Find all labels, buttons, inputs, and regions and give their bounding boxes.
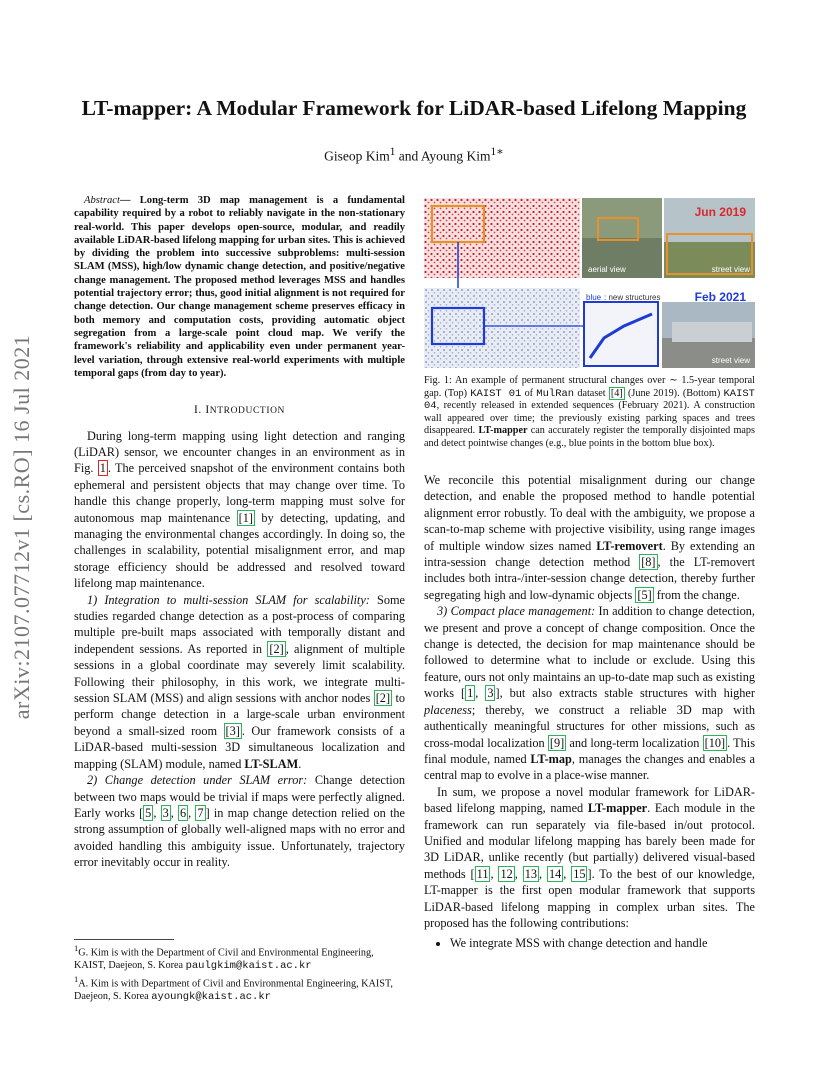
citation-link[interactable]: 13 — [524, 866, 537, 881]
citation-link[interactable]: 5 — [145, 805, 152, 820]
footnote-1: $^1$G. Kim is with the Department of Civil and Environmental Engineering, KAIST, Daejeon, S. Korea paulgkim@kaist.ac.kr — [74, 943, 374, 972]
figure-1 — [424, 198, 755, 368]
section-head-initial: I — [205, 404, 210, 417]
citation-link[interactable]: [4] — [610, 387, 623, 399]
citation-link[interactable]: [9] — [549, 735, 565, 750]
arxiv-identifier: arXiv:2107.07712v1 [cs.RO] 16 Jul 2021 — [9, 334, 34, 720]
citation-link[interactable]: [8] — [641, 555, 656, 570]
author-2: Ayoung Kim — [420, 148, 491, 164]
citation-link[interactable]: 14 — [548, 866, 562, 881]
paper-title: LT-mapper: A Modular Framework for LiDAR-based Lifelong Mapping — [81, 96, 747, 120]
point-cloud-2019 — [424, 198, 580, 278]
author-2-affiliation: 1∗ — [490, 146, 504, 158]
point-cloud-2021 — [424, 288, 580, 368]
subsection-heading: 1) Integration to multi-session SLAM for scalability: — [87, 592, 370, 607]
footnotes — [74, 939, 405, 1003]
citation-link[interactable]: 7 — [197, 805, 204, 820]
contribution-item: • We integrate MSS with change detection and handle — [450, 935, 755, 951]
figure-caption: Fig. 1: An example of permanent structural changes over ∼ 1.5-year temporal gap. (Top) KAIST 01 of MulRan dataset [4] (June 2019). (Bottom) KAIST 04, recently released in extended sequences (February 2021). A construction wall appeared over time; the previously existing parking spaces and trees disappeared. LT-mapper can accurately register the temporally disjointed maps and detect pointwise changes (e.g., blue points in the bottom blue box). — [424, 375, 755, 449]
citation-link[interactable]: [5] — [637, 587, 652, 602]
abstract-text: — Long-term 3D map management is a fundamental capability required by a robot to reliably navigate in the non-stationary real-world. This paper develops open-source, modular, and readily available LiDAR-based lifelong mapping for urban sites. This is achieved by dividing the problem into successive subproblems: multi-session SLAM (MSS), high/low dynamic change detection, and positive/negative change management. The proposed method leverages MSS and handles potential trajectory error; thus, good initial alignment is not required for change detection. Our change management scheme preserves efficacy in both memory and computation costs, providing automatic object segregation from a large-scale point cloud map. We verify the framework's reliability and applicability even under permanent year-level variation, through extensive real-world experiments with multiple temporal gaps (from day to year). — [74, 195, 405, 379]
citation-link[interactable]: [10] — [704, 735, 726, 750]
author-1-affiliation: 1 — [389, 146, 396, 158]
right-paragraph-3: In sum, we propose a novel modular framework for LiDAR-based lifelong mapping, named LT-mapper. Each module in the framework can run separately via file-based in/out protocol. Unified and modular lifelong mapping has barely been made for 3D LiDAR, unlike recently (but partially) delivered visual-based methods [ 11 , 12 , 13 , 14 , 15 ]. To the best of our knowledge, LT-mapper is the first open modular framework that supports LiDAR-based lifelong mapping in complex urban sites. The proposed has the following contributions: — [424, 784, 755, 930]
date-label-2021: Feb 2021 — [694, 290, 746, 304]
module-name: LT-SLAM — [244, 756, 299, 771]
sequence-name: KAIST 01 — [470, 387, 522, 400]
citation-link[interactable]: [2] — [269, 641, 284, 656]
section-head-rest: NTRODUCTION — [209, 406, 286, 417]
legend-blue: blue — [586, 293, 602, 302]
citation-link[interactable]: [2] — [375, 691, 391, 706]
framework-name: LT-mapper — [478, 425, 528, 436]
footnote-rule — [74, 939, 174, 940]
module-name: LT-map — [530, 751, 572, 766]
module-name: LT-removert — [596, 538, 663, 553]
intro-paragraph-3: 2) Change detection under SLAM error: Change detection between two maps would be trivial if maps were perfectly aligned. Early works [ 5 , 3 , 6 , 7 ] in map change detection relied on the strong assumption of globally well-aligned maps with no error and avoided handling this ambiguity issue. Unfortunately, trajectory error inevitably occur in reality. — [74, 773, 405, 870]
sequence-name: KAIST 04 — [424, 387, 755, 412]
citation-link[interactable]: 12 — [500, 866, 513, 881]
citation-link[interactable]: 15 — [573, 866, 586, 881]
zoomed-change-box — [584, 302, 658, 366]
right-column — [424, 472, 755, 952]
author-line — [0, 145, 828, 165]
left-column — [74, 194, 405, 871]
street-view-label-bottom: street view — [711, 356, 750, 365]
date-label-2019: Jun 2019 — [694, 205, 746, 219]
email-link[interactable]: ayoungk@kaist.ac.kr — [151, 990, 271, 1003]
abstract-label: Abstract — [84, 195, 120, 206]
footnote-2: $^1$A. Kim is with Department of Civil and Environmental Engineering, KAIST, Daejeon, S. Korea ayoungk@kaist.ac.kr — [74, 973, 393, 1003]
citation-link[interactable]: 3 — [487, 686, 494, 701]
citation-link[interactable]: 3 — [162, 805, 169, 820]
email-link[interactable]: paulgkim@kaist.ac.kr — [185, 959, 312, 972]
intro-paragraph-2: 1) Integration to multi-session SLAM for scalability: Some studies regarded change detection as a post-process of comparing multiple pre-built maps associated with temporally distant and independent sessions. As reported in [2] , alignment of multiple sessions in a global coordinate may severely limit scalability. Following their philosophy, in this work, we integrate multi-session SLAM (MSS) and align sessions with anchor nodes [2] to perform change detection in a large-scale urban environment beyond a small-sized room [3] . Our framework consists of a LiDAR-based multi-session 3D simultaneous localization and mapping (SLAM) module, named LT-SLAM. — [74, 592, 406, 771]
street-view-label-top: street view — [711, 265, 750, 274]
citation-link[interactable]: 1 — [467, 686, 474, 701]
right-paragraph-2: 3) Compact place management: In addition to change detection, we present and prove a concept of change composition. Once the change is detected, the decision for map maintenance should be followed to determine what to include or exclude. Using this feature, ours not only maintains an up-to-date map such as existing works [ 1 , 3 ], but also extracts stable structures with higher placeness; thereby, we construct a reliable 3D map with authentically meaningful structures for other missions, such as cross-modal localization [9] and long-term localization [10] . This final module, named LT-map, manages the changes and enables a central map to evolve in a place-wise manner. — [424, 604, 756, 783]
section-heading-introduction — [74, 402, 405, 419]
section-number: I. — [193, 404, 206, 417]
subsection-heading: 2) Change detection under SLAM error: — [87, 773, 308, 788]
right-paragraph-1: We reconcile this potential misalignment during our change detection, and enable the proposed method to handle potential alignment error robustly. To deal with the ambiguity, we propose a scan-to-map scheme with projective visibility, using range images of multiple window sizes named LT-removert. By extending an intra-session change detection method [8] , the LT-removert includes both intra-/inter-session change detection, thereby further segregating high and low-dynamic objects [5] from the change. — [424, 473, 755, 602]
citation-link[interactable]: [3] — [225, 723, 240, 738]
framework-name: LT-mapper — [587, 801, 648, 816]
intro-paragraph-1: During long-term mapping using light detection and ranging (LiDAR) sensor, we encounter changes in an environment as in Fig. 1 . The perceived snapshot of the environment contains both ephemeral and persistent objects that may change over time. To handle this change properly, long-term mapping must solve for autonomous map maintenance [1] by detecting, updating, and managing the environmental changes accordingly. In doing so, the challenges in scalability, potential misalignment error, and map storage efficiency should be addressed and resolved toward lifelong map maintenance. — [74, 428, 405, 591]
dataset-name: MulRan — [536, 387, 575, 400]
author-1: Giseop Kim — [324, 148, 390, 164]
contribution-list — [424, 935, 755, 951]
abstract — [74, 194, 405, 380]
figure-link[interactable]: 1 — [99, 461, 106, 476]
citation-link[interactable]: 11 — [476, 866, 489, 881]
aerial-view-label: aerial view — [588, 265, 626, 274]
citation-link[interactable]: [1] — [238, 510, 254, 525]
legend-new-structures: : new structures — [604, 293, 661, 302]
subsection-heading: 3) Compact place management: — [437, 604, 596, 619]
citation-link[interactable]: 6 — [180, 805, 187, 820]
author-and: and — [395, 148, 421, 164]
